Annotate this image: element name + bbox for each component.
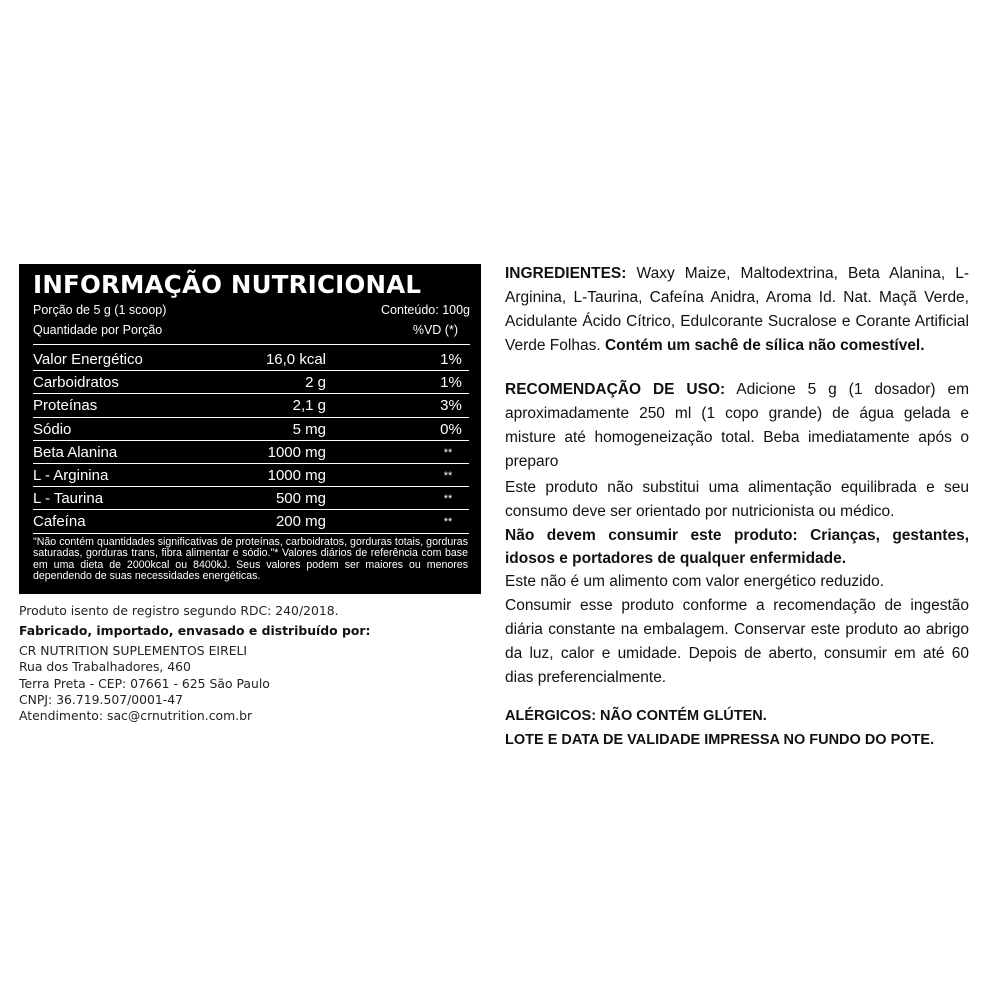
nutrient-vd: 0% (440, 420, 462, 438)
nutrient-vd: ** (443, 493, 453, 506)
allergens-note: ALÉRGICOS: NÃO CONTÉM GLÚTEN. (505, 708, 767, 724)
nutrient-amount: 500 mg (275, 490, 326, 508)
portion-size: Porção de 5 g (1 scoop) (33, 303, 167, 317)
lot-note: LOTE E DATA DE VALIDADE IMPRESSA NO FUNDO DO POTE. (505, 732, 935, 748)
registry-note: Produto isento de registro segundo RDC: 240/2018. (19, 603, 339, 618)
usage-paragraph (505, 378, 969, 474)
nutrient-name: Proteínas (33, 397, 98, 415)
company-address: Rua dos Trabalhadores, 460 (19, 659, 191, 675)
nutrient-row-carbs (33, 372, 470, 395)
nutrient-row-taurine (33, 488, 470, 511)
warning-restricted (505, 524, 969, 570)
nutrient-amount: 1000 mg (267, 466, 326, 484)
nutrient-row-caffeine (33, 511, 470, 534)
nutrient-name: Carboidratos (33, 374, 119, 392)
row-divider (33, 440, 469, 441)
nutrient-amount: 1000 mg (267, 443, 326, 461)
company-cnpj: CNPJ: 36.719.507/0001-47 (19, 692, 184, 708)
nutrient-name: Cafeína (33, 513, 86, 531)
nutrient-vd: 1% (440, 351, 462, 368)
nutrient-vd: 3% (440, 397, 462, 415)
nutrient-row-energy (33, 349, 470, 372)
nutrient-name: Beta Alanina (33, 443, 118, 461)
net-content: Conteúdo: 100g (381, 303, 470, 317)
silica-warning: Contém um sachê de sílica não comestível. (604, 337, 925, 354)
product-text-column (505, 262, 969, 752)
warning-restricted-text: Não devem consumir este produto: Crianças, gestantes, idosos e portadores de qualquer enfermidade. (505, 527, 969, 567)
vd-header: %VD (*) (412, 323, 458, 337)
nutrient-row-protein (33, 395, 470, 418)
nutrient-name: L - Taurina (33, 490, 104, 508)
row-divider (33, 393, 469, 394)
nutrient-amount: 5 mg (292, 420, 326, 438)
nutrient-amount: 200 mg (275, 513, 326, 531)
row-divider (33, 463, 469, 464)
warning-energy: Este não é um alimento com valor energético reduzido. (505, 573, 885, 590)
nutrient-vd: ** (443, 516, 453, 529)
usage-label: RECOMENDAÇÃO DE USO: (505, 381, 726, 398)
nutrient-amount: 2,1 g (292, 397, 326, 415)
row-divider (33, 370, 469, 371)
manufacturer-heading: Fabricado, importado, envasado e distribuído por: (19, 623, 371, 639)
row-divider (33, 417, 469, 418)
nutrient-row-arginine (33, 465, 470, 488)
company-contact: Atendimento: sac@crnutrition.com.br (19, 708, 253, 724)
warning-storage: Consumir esse produto conforme a recomendação de ingestão diária constante na embalagem. Conservar este produto ao abrigo da luz, calor e umidade. Depois de aberto, consumir em até 60 dias preferencialmente. (505, 597, 969, 686)
ingredients-label: INGREDIENTES: (505, 265, 627, 282)
nutrient-row-beta-alanine (33, 442, 470, 465)
nutrient-name: L - Arginina (33, 466, 109, 484)
nutrient-amount: 2 g (305, 374, 326, 392)
nutrition-footnote: "Não contém quantidades significativas de proteínas, carboidratos, gorduras totais, gorduras saturadas, gorduras trans, fibra alimentar e sódio."* Valores diários de referência com base em uma dieta de 2000kcal ou 8400kJ. Seus valores podem ser maiores ou menores dependendo de suas necessidades energéticas. (33, 535, 468, 583)
per-portion-header: Quantidade por Porção (33, 323, 163, 337)
nutrient-name: Sódio (33, 420, 72, 438)
nutrient-name: Valor Energético (33, 351, 143, 368)
row-divider (33, 486, 469, 487)
manufacturer-info (19, 603, 489, 725)
company-city: Terra Preta - CEP: 07661 - 625 São Paulo (19, 675, 270, 691)
nutrition-title: INFORMAÇÃO NUTRICIONAL (33, 270, 422, 299)
usage-text: Adicione 5 g (1 dosador) em aproximadamente 250 ml (1 copo grande) de água gelada e misture até homogeneização total. Beba imediatamente após o preparo (505, 381, 969, 470)
portion-row (33, 302, 470, 318)
company-name: CR NUTRITION SUPLEMENTOS EIRELI (19, 642, 248, 658)
nutrient-amount: 16,0 kcal (265, 351, 326, 368)
nutrition-facts-panel (19, 264, 481, 594)
row-divider (33, 533, 469, 534)
ingredients-text: Waxy Maize, Maltodextrina, Beta Alanina, L-Arginina, L-Taurina, Cafeína Anidra, Aroma Id. Nat. Maçã Verde, Acidulante Ácido Cítrico, Edulcorante Sucralose e Corante Artificial Verde Folhas. (505, 265, 969, 354)
warning-substitute: Este produto não substitui uma alimentação equilibrada e seu consumo deve ser orientado por nutricionista ou médico. (505, 479, 969, 520)
nutrient-vd: ** (443, 469, 453, 482)
ingredients-paragraph (505, 262, 969, 358)
row-divider (33, 509, 469, 510)
nutrient-row-sodium (33, 419, 470, 442)
nutrient-vd: 1% (440, 374, 462, 392)
column-header-row (33, 318, 470, 345)
nutrient-vd: ** (443, 446, 453, 459)
